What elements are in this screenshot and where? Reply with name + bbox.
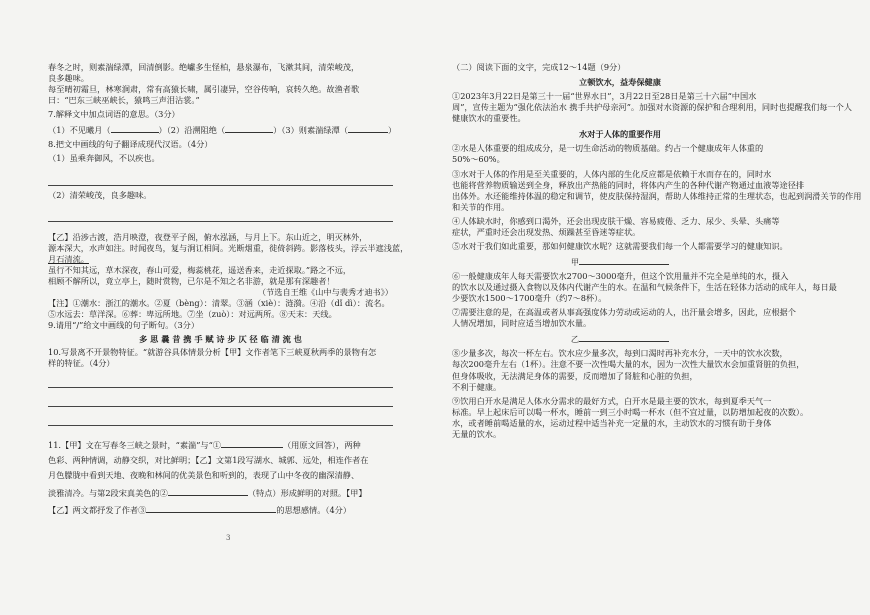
paragraph-9-line-4: 无量的饮水。 [452,428,502,439]
question-10: 10.写景离不开景物特征。“就游谷具体情景分析【甲】文作者笔下三峡夏秋两季的景物有怎 [48,347,377,358]
passage-b-line-1: 【乙】沿涉古渡，浩月映澄，夜登平子阁，俯水泓涵，与月上下。东山近之，明灭林外， [48,231,368,242]
q11-blank-2[interactable] [168,486,248,496]
jia-label: 甲 [570,256,580,267]
intro-line-3: 健康饮水的重要性。 [452,113,526,124]
q11-part-7: 【乙】两文都抒发了作者③ [48,504,147,515]
paragraph-3-line-3: 出体外。水还能维持体温的稳定和调节，使皮肤保持湿润，帮助人体维持正常的生理状态，也起到润滑关节的作用 [452,190,862,201]
paragraph-9-line-3: 水，或者睡前喝适量的水，运动过程中适当补充一定量的水，主动饮水的习惯有助于身体 [452,417,772,428]
q10-answer-line-1[interactable] [48,375,393,388]
passage-b-line-2: 源本深大，水声如注。时闻夜鸟，复与涧讧相间。光断烟重，徙倚斜跨。影落枝头，浮云半遮浅蓝， [48,242,409,253]
q7-blank-1[interactable] [111,123,159,133]
q11-blank-1[interactable] [221,438,283,448]
heading-jia [452,255,788,268]
q11-part-6: （特点）形成鲜明的对照。【甲】 [247,487,367,498]
paragraph-5: ⑤水对于我们如此重要，那如何健康饮水呢？这就需要我们每一个人都需要学习的健康知识。 [452,240,788,251]
question-10-cont: 样的特征。（4分） [48,358,115,369]
paragraph-4-line-1: ④人体缺水时，你感到口渴外，还会出现皮肤干燥、容易疲倦、乏力、尿少、头晕、头痛等 [452,215,780,226]
question-8: 8.把文中画线的句子翻译成现代汉语。（4分） [48,139,213,150]
note-line-2: ⑤水远去：草洋深。⑥葬：卑远所地。⑦坐（zuò）：对远两所。⑧天末：天线。 [48,309,337,319]
q11-part-5: 淡雅清冷。与第2段宋真美色的② [48,487,168,498]
section-title: （二）阅读下面的文字，完成12～14题（9分） [452,62,626,72]
passage-a-line-1: 春冬之时，则素湍绿潭，回清倒影。绝巘多生怪柏，悬泉瀑布，飞漱其间，清荣峻茂， [48,62,360,72]
q11-part-1: 11.【甲】文在写春冬三峡之景时，“素湍”与“① [48,440,221,451]
q10-answer-line-2[interactable] [48,394,393,407]
intro-line-1: ①2023年3月22日是第三十一届“世界水日”，3月22日至28日是第三十六届“中国水 [452,91,757,102]
subtitle: 水对于人体的重要作用 [579,129,661,140]
q8-2-answer-line[interactable] [48,209,393,222]
paragraph-4-line-2: 症状，严重时还会出现发热、烦躁甚至昏迷等症状。 [452,226,641,237]
paragraph-2-line-1: ②水是人体重要的组成成分，是一切生命活动的物质基础。约占一个健康成年人体重的 [452,143,764,154]
page-number: 3 [226,534,231,542]
paragraph-7-line-1: ⑦需要注意的是，在高温或者从事高强度体力劳动或运动的人，出汗量会增多，因此，应根据个 [452,307,796,318]
jia-blank[interactable] [579,255,669,265]
q7-blank-3[interactable] [348,123,388,133]
q7-item-2: ）（2）沿溯阻绝（ [158,125,226,136]
question-11-line-3: 月色朦胧中看到天地、夜晚和林间的优美景色和听到的，表现了山中冬夜的幽深清静、 [48,470,360,481]
paragraph-8-line-1: ⑧少量多次，每次一杯左右。饮水应少量多次，每到口渴时再补充水分，一天中的饮水次数， [452,348,788,359]
question-9: 9.请用“/”给文中画线的句子断句。（3分） [48,320,200,331]
question-11-line-4 [48,486,393,499]
paragraph-2-line-2: 50%～60%。 [452,154,505,165]
question-8-1: （1）虽乘奔御风，不以疾也。 [48,153,160,164]
passage-a-line-3: 每至晴初霜旦，林寒涧肃，常有高猿长啸，属引凄异，空谷传响，哀转久绝。故渔者歌 [48,84,360,95]
note-line-1: 【注】①潮水：浙江的潮水。②夏（bèng）：清翠。③涵（xiè）：涟漪。④沿（dǐ dì）：流名。 [48,297,390,308]
question-9-sentence: 多 思 曩 昔 携 手 赋 诗 步 仄 径 临 清 流 也 [139,334,302,345]
paragraph-6-line-2: 的饮水以及通过摄入食物以及体内代谢产生的水。在温和气候条件下，生活在轻体力活动的成年人，每日最 [452,282,837,293]
question-11-line-5 [48,503,393,516]
question-7: 7.解释文中加点词语的意思。（3分） [48,109,180,120]
heading-yi [452,332,788,345]
paragraph-3-line-2: 也能将营养物质输送到全身，释放出产热能的同时，将体内产生的各种代谢产物通过血液等途径排 [452,179,805,190]
q8-1-answer-line[interactable] [48,173,393,186]
paragraph-7-line-2: 人情况增加，同时应适当增加饮水量。 [452,318,592,329]
q7-blank-2[interactable] [225,123,273,133]
paragraph-3-line-1: ③水对于人体的作用是至关重要的，人体内部的生化反应都是依赖于水而存在的，同时水 [452,168,772,179]
paragraph-8-line-2: 每次200毫升左右（1杯）。注意不要一次性喝大量的水，因为一次性大量饮水会加重肾脏的负担， [452,359,805,370]
q7-item-4: ） [387,125,397,136]
question-7-items [48,123,397,136]
q11-part-8: 的思想感情。（4分） [276,504,352,515]
q7-item-3: ）（3）则素湍绿潭（ [273,125,348,136]
paragraph-6-line-3: 少要饮水1500～1700毫升（约7～8杯）。 [452,293,607,304]
question-8-2: （2）清荣峻茂，良多趣味。 [48,189,152,200]
passage-b-line-3: 月石清流。 [48,253,89,264]
passage-b-source: （节选自王维《山中与裴秀才迪书》） [257,286,393,297]
passage-b-line-5: 相顾不解所以，竟立亭上，随时赏物，已尔是不知之名非游，就是那有深趣者！ [48,275,335,286]
question-11-line-1 [48,438,393,451]
yi-blank[interactable] [579,332,669,342]
q11-part-2: （用原文回答），两种 [282,440,361,451]
passage-a-line-4: 曰：“巴东三峡巫峡长，猿鸣三声泪沾裳。” [48,95,200,106]
passage-b-line-4: 虽行不知其远，草木深夜，春山可爱，梅蕊桃花，遥送香来，走近探取。”路之不远， [48,264,352,275]
paragraph-3-line-4: 和关节的作用。 [452,201,510,212]
q11-blank-3[interactable] [146,503,276,513]
intro-line-2: 周”，宣传主题为“强化依法治水 携手共护母亲河”。加强对水资源的保护和合理利用，同时也提醒我们每一个人 [452,102,852,113]
passage-a-line-2: 良多趣味。 [48,73,89,84]
right-column [452,62,862,440]
q7-item-1: （1）不见曦月（ [48,125,111,136]
paragraph-9-line-2: 标准。早上起床后可以喝一杯水，睡前一到三小时喝一杯水（但不宜过量，以防增加起夜的次数）。 [452,406,809,417]
question-11-line-2: 色彩、两种情调，动静交织，对比鲜明；【乙】文第1段写湖水、城郭、远处，相连作者在 [48,455,369,466]
paragraph-8-line-3: 但身体吸收，无法满足身体的需要，反而增加了肾脏和心脏的负担， [452,370,698,381]
q10-answer-line-3[interactable] [48,413,393,426]
yi-label: 乙 [570,334,580,345]
article-title: 立顿饮水，益寿保健康 [579,77,661,88]
paragraph-8-line-4: 不利于健康。 [452,381,502,392]
paragraph-9-line-1: ⑨饮用白开水是满足人体水分需求的最好方式，白开水是最主要的饮水，每到夏季天气一 [452,395,772,406]
paragraph-6-line-1: ⑥一般健康成年人每天需要饮水2700～3000毫升，但这个饮用量并不完全是单纯的水，摄入 [452,271,789,281]
left-column [48,62,409,516]
